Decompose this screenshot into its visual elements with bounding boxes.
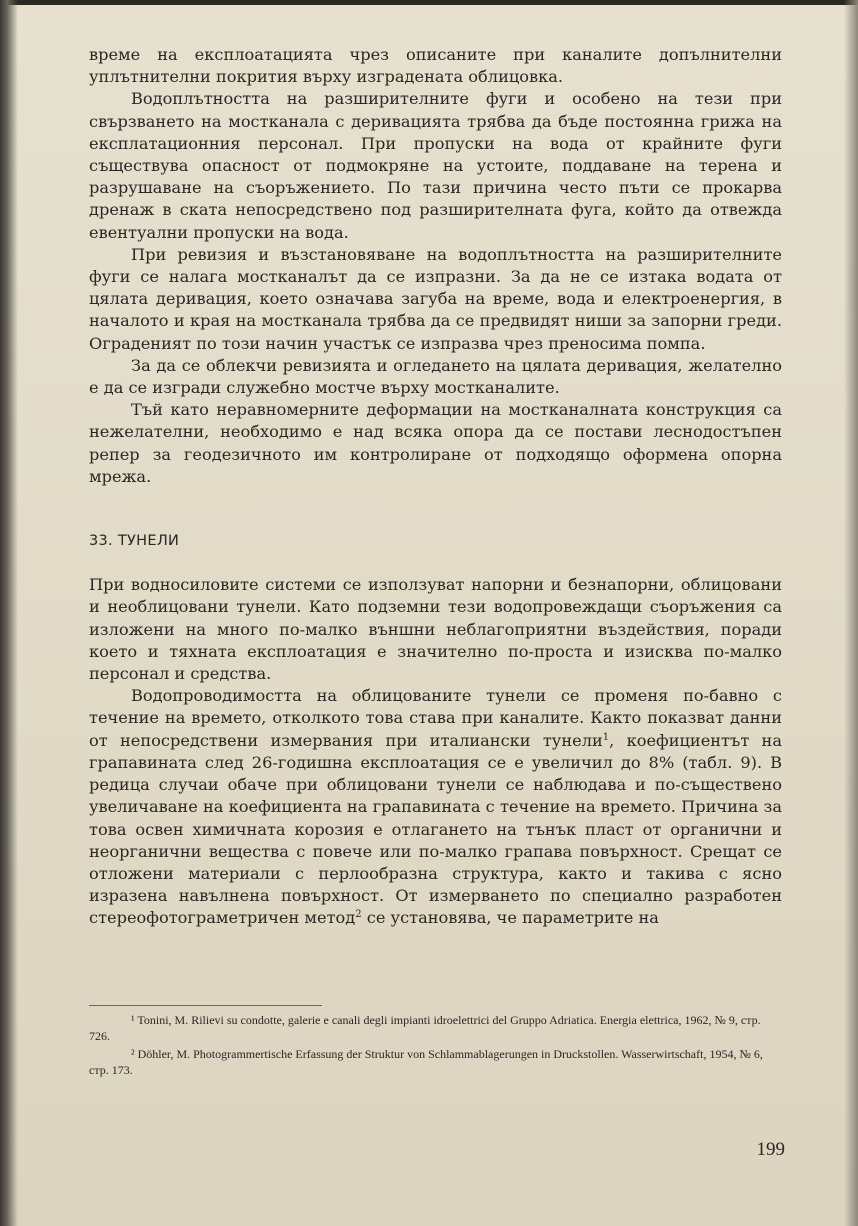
footnotes (89, 1012, 782, 1080)
footnote-1: ¹ Tonini, M. Rilievi su condotte, galerie e canali degli impianti idroelettrici del Gruppo Adriatica. Energia elettrica, 1962, № 9, стр. 726. (89, 1013, 761, 1043)
paragraph-tunnels-intro: При водносиловите системи се използуват напорни и безнапорни, облицовани и необлицовани тунели. Като подземни тези водопровеждащи съоръжения са изложени на много по-малко външни неблагоприятни въздействия, поради което и тяхната експлоатация е значително по-проста и изисква по-малко персонал и средства. (89, 575, 782, 684)
paragraph-continuation: време на експлоатацията чрез описаните при каналите допълнителни уплътнителни покрития върху изградената облицовка. (89, 45, 782, 87)
body-text (89, 44, 782, 930)
footnote-2: ² Döhler, M. Photogrammertische Erfassung der Struktur von Schlammablagerungen in Druckstollen. Wasserwirtschaft, 1954, № 6, стр. 173. (89, 1047, 763, 1077)
paragraph-roughness (89, 685, 782, 929)
paragraph-deformations: Тъй като неравномерните деформации на мостканалната конструкция са нежелателни, необходимо е над всяка опора да се постави леснодостъпен репер за геодезичното им контролиране от подходящо оформена опорна мрежа. (89, 400, 782, 486)
paragraph-service-bridge: За да се облекчи ревизията и огледането на цялата деривация, желателно е да се изгради служебно мостче върху мостканалите. (89, 355, 782, 398)
roughness-text-b: , коефициентът на грапавината след 26-годишна експлоатация се е увеличил до 8% (табл. 9). В редица случаи обаче при облицовани тунели се наблюдава и по-съществено увеличаване на коефициента на грапавината с течение на времето. Причина за това освен химичната корозия е отлагането на тънък пласт от органични и неорганични вещества с повече или по-малко грапава повърхност. Срещат се отложени материали с перлообразна структура, както и такива с ясно изразена навълнена повърхност. От измерването по специално разработен стереофотограметричен метод (89, 730, 783, 928)
paragraph-revision: При ревизия и възстановяване на водоплътността на разширителните фуги се налага мостканалът да се изпразни. За да не се изтака водата от цялата деривация, което означава загуба на време, вода и електроенергия, в началото и края на мостканала трябва да се предвидят ниши за запорни греди. Ограденият по този начин участък се изпразва чрез преносима помпа. (89, 244, 782, 353)
scan-right-edge (844, 0, 858, 1226)
footnote-ref-2: 2 (355, 909, 362, 921)
footnote-ref-1: 1 (602, 731, 610, 743)
section-heading-tunnels: 33. ТУНЕЛИ (89, 533, 180, 550)
paragraph-expansion-joints: Водоплътността на разширителните фуги и особено на тези при свързването на мостканала с деривацията трябва да бъде постоянна грижа на експлатационния персонал. При пропуски на вода от крайните фуги съществува опасност от подмокряне на устоите, поддаване на терена и разрушаване на съоръжението. По тази причина често пъти се прокарва дренаж в ската непосредствено под разширителната фуга, който да отвежда евентуални пропуски на вода. (89, 89, 782, 242)
roughness-text-c: се установява, че параметрите на (361, 908, 659, 928)
page-number: 199 (756, 1139, 785, 1160)
roughness-text-a: Водопроводимостта на облицованите тунели се променя по-бавно с течение на времето, отколкото това става при каналите. Както показват данни от непосредствени измервания при италиански тунели (89, 686, 782, 750)
scan-binding-shadow (0, 0, 18, 1226)
scan-top-edge (0, 0, 858, 5)
footnote-divider (89, 1005, 322, 1006)
